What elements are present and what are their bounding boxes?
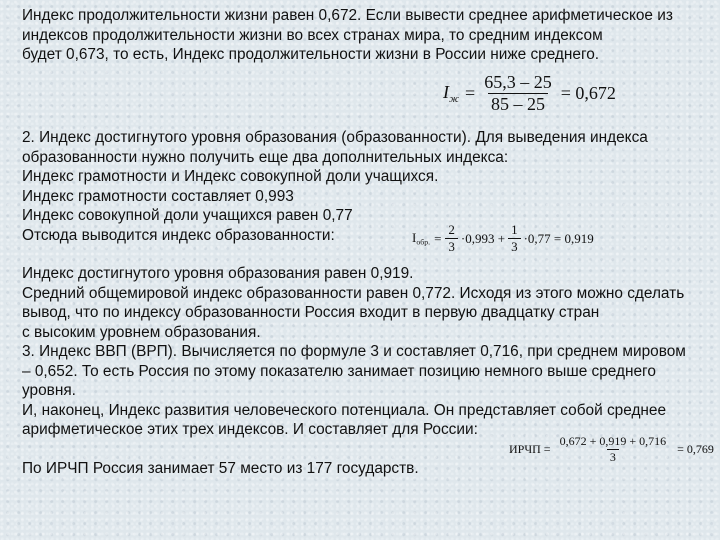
paragraph-results	[22, 264, 686, 440]
text-line: с высоким уровнем образования.	[22, 323, 261, 341]
text-line: Индекс продолжительности жизни равен 0,672. Если вывести среднее арифметическое из	[22, 7, 673, 24]
formula-denominator: 85 – 25	[488, 93, 548, 115]
text-line: По ИРЧП Россия занимает 57 место из 177 государств.	[22, 460, 419, 477]
text-line: арифметическое этих трех индексов. И составляет для России:	[22, 421, 478, 438]
formula-result: ·0,77 = 0,919	[523, 230, 594, 246]
text-line: 2. Индекс достигнутого уровня образования (образованности). Для выведения индекса	[22, 129, 648, 146]
formula-middle-term: ·0,993 +	[460, 230, 506, 246]
text-line: И, наконец, Индекс развития человеческого потенциала. Он представляет собой среднее	[22, 401, 667, 419]
text-line: Средний общемировой индекс образованности равен 0,772. Исходя из этого можно сделать	[22, 284, 685, 302]
formula-numerator: 0,672 + 0,919 + 0,716	[559, 434, 667, 448]
paragraph-hdi-rank	[22, 459, 419, 479]
formula-fraction-1	[445, 222, 458, 255]
formula-result: = 0,769	[677, 442, 714, 456]
formula-fraction-2	[508, 222, 521, 255]
text-line: образованности нужно получить еще два дополнительных индекса:	[22, 148, 509, 166]
text-line: Индекс достигнутого уровня образования равен 0,919.	[22, 265, 414, 282]
text-line: Индекс совокупной доли учащихся равен 0,77	[22, 207, 353, 224]
formula-denominator: 3	[607, 449, 619, 465]
formula-numerator: 2	[448, 222, 455, 237]
formula-equals: =	[434, 230, 442, 246]
formula-hdi	[509, 434, 714, 465]
formula-life-index	[443, 72, 616, 115]
text-line: Индекс грамотности составляет 0,993	[22, 187, 294, 205]
text-line: Отсюда выводится индекс образованности:	[22, 226, 335, 244]
formula-denominator: 3	[508, 238, 521, 255]
formula-numerator: 65,3 – 25	[484, 72, 552, 92]
text-line: Индекс грамотности и Индекс совокупной доли учащихся.	[22, 168, 439, 185]
formula-fraction	[481, 72, 555, 115]
formula-label: ИРЧП =	[509, 442, 551, 456]
text-line: индексов продолжительности жизни во всех странах мира, то средним индексом	[22, 26, 603, 44]
formula-denominator: 3	[445, 238, 458, 255]
formula-education-index	[412, 222, 594, 255]
formula-equals: =	[465, 83, 476, 103]
formula-symbol: $I_{обр.}$	[412, 230, 431, 247]
formula-result: = 0,672	[560, 83, 616, 103]
text-line: будет 0,673, то есть, Индекс продолжительности жизни в России ниже среднего.	[22, 46, 600, 63]
text-line: 3. Индекс ВВП (ВРП). Вычисляется по формуле 3 и составляет 0,716, при среднем мировом	[22, 343, 686, 360]
text-line: уровня.	[22, 382, 76, 399]
paragraph-life-index	[22, 6, 673, 65]
formula-fraction	[557, 434, 670, 465]
text-line: – 0,652. То есть Россия по этому показателю занимает позицию немного выше среднего	[22, 362, 656, 380]
text-line: вывод, что по индексу образованности Россия входит в первую двадцатку стран	[22, 304, 600, 321]
formula-symbol: $I_ж$	[443, 82, 460, 105]
formula-numerator: 1	[511, 222, 518, 237]
